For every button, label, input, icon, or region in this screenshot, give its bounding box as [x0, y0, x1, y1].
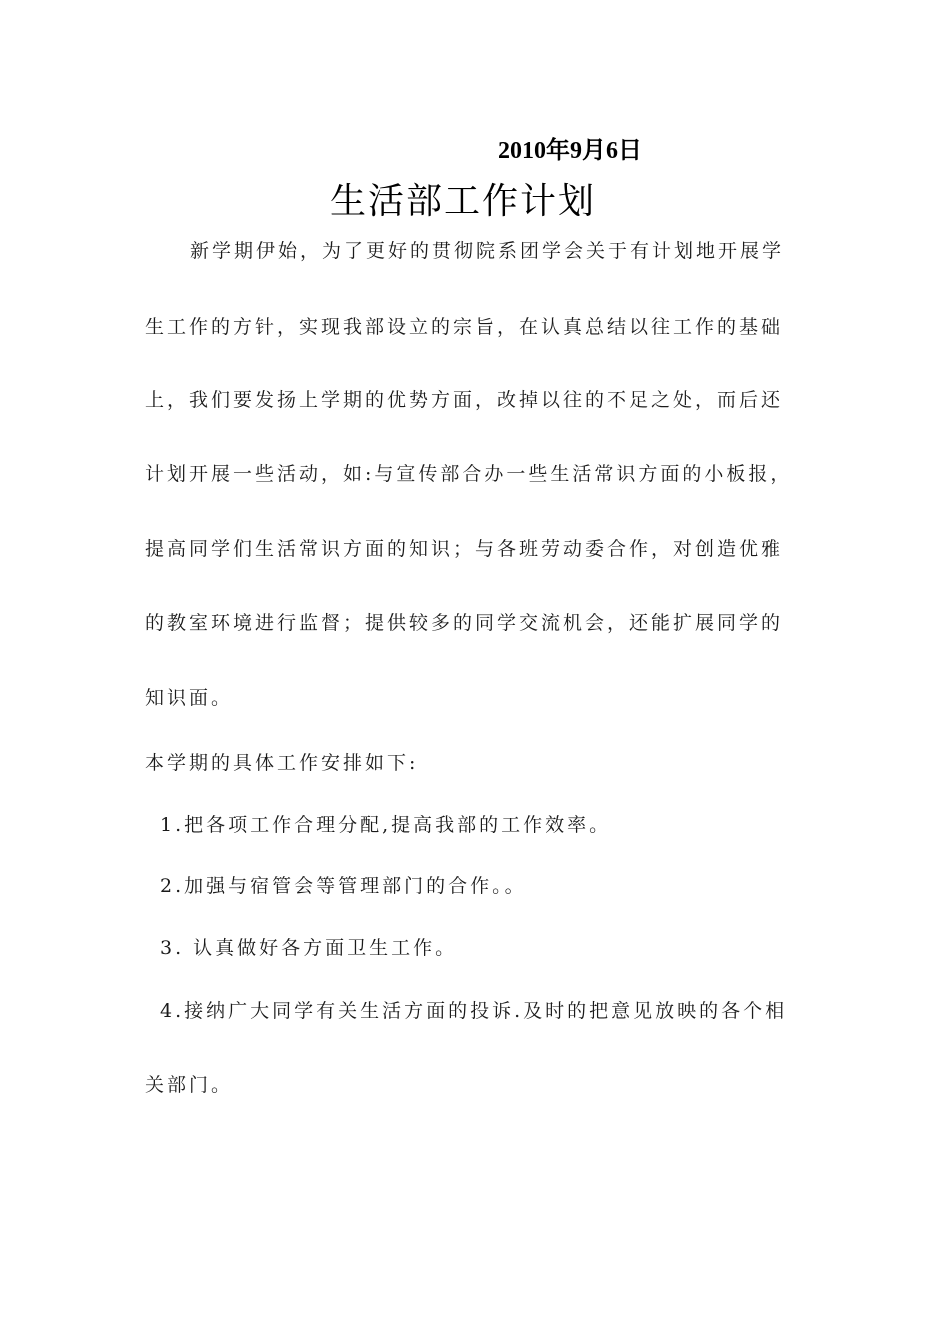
document-title: 生活部工作计划	[330, 181, 597, 222]
list-item: 3. 认真做好各方面卫生工作。	[160, 937, 458, 959]
intro-line: 提高同学们生活常识方面的知识；与各班劳动委合作，对创造优雅	[145, 538, 784, 560]
list-item-continuation: 关部门。	[145, 1074, 234, 1096]
arrangement-heading: 本学期的具体工作安排如下:	[145, 752, 419, 774]
intro-line: 上，我们要发扬上学期的优势方面，改掉以往的不足之处，而后还	[145, 389, 784, 411]
intro-line: 生工作的方针，实现我部设立的宗旨，在认真总结以往工作的基础	[145, 316, 784, 338]
intro-line: 计划开展一些活动，如:与宣传部合办一些生活常识方面的小板报，	[145, 463, 793, 485]
document-date: 2010年9月6日	[498, 138, 642, 164]
list-item: 1.把各项工作合理分配,提高我部的工作效率。	[160, 814, 612, 836]
intro-line: 知识面。	[145, 687, 234, 709]
list-item: 2.加强与宿管会等管理部门的合作。。	[160, 875, 527, 897]
intro-line: 的教室环境进行监督；提供较多的同学交流机会，还能扩展同学的	[145, 612, 784, 634]
list-item: 4.接纳广大同学有关生活方面的投诉.及时的把意见放映的各个相	[160, 1000, 788, 1022]
intro-line: 新学期伊始，为了更好的贯彻院系团学会关于有计划地开展学	[190, 240, 785, 262]
